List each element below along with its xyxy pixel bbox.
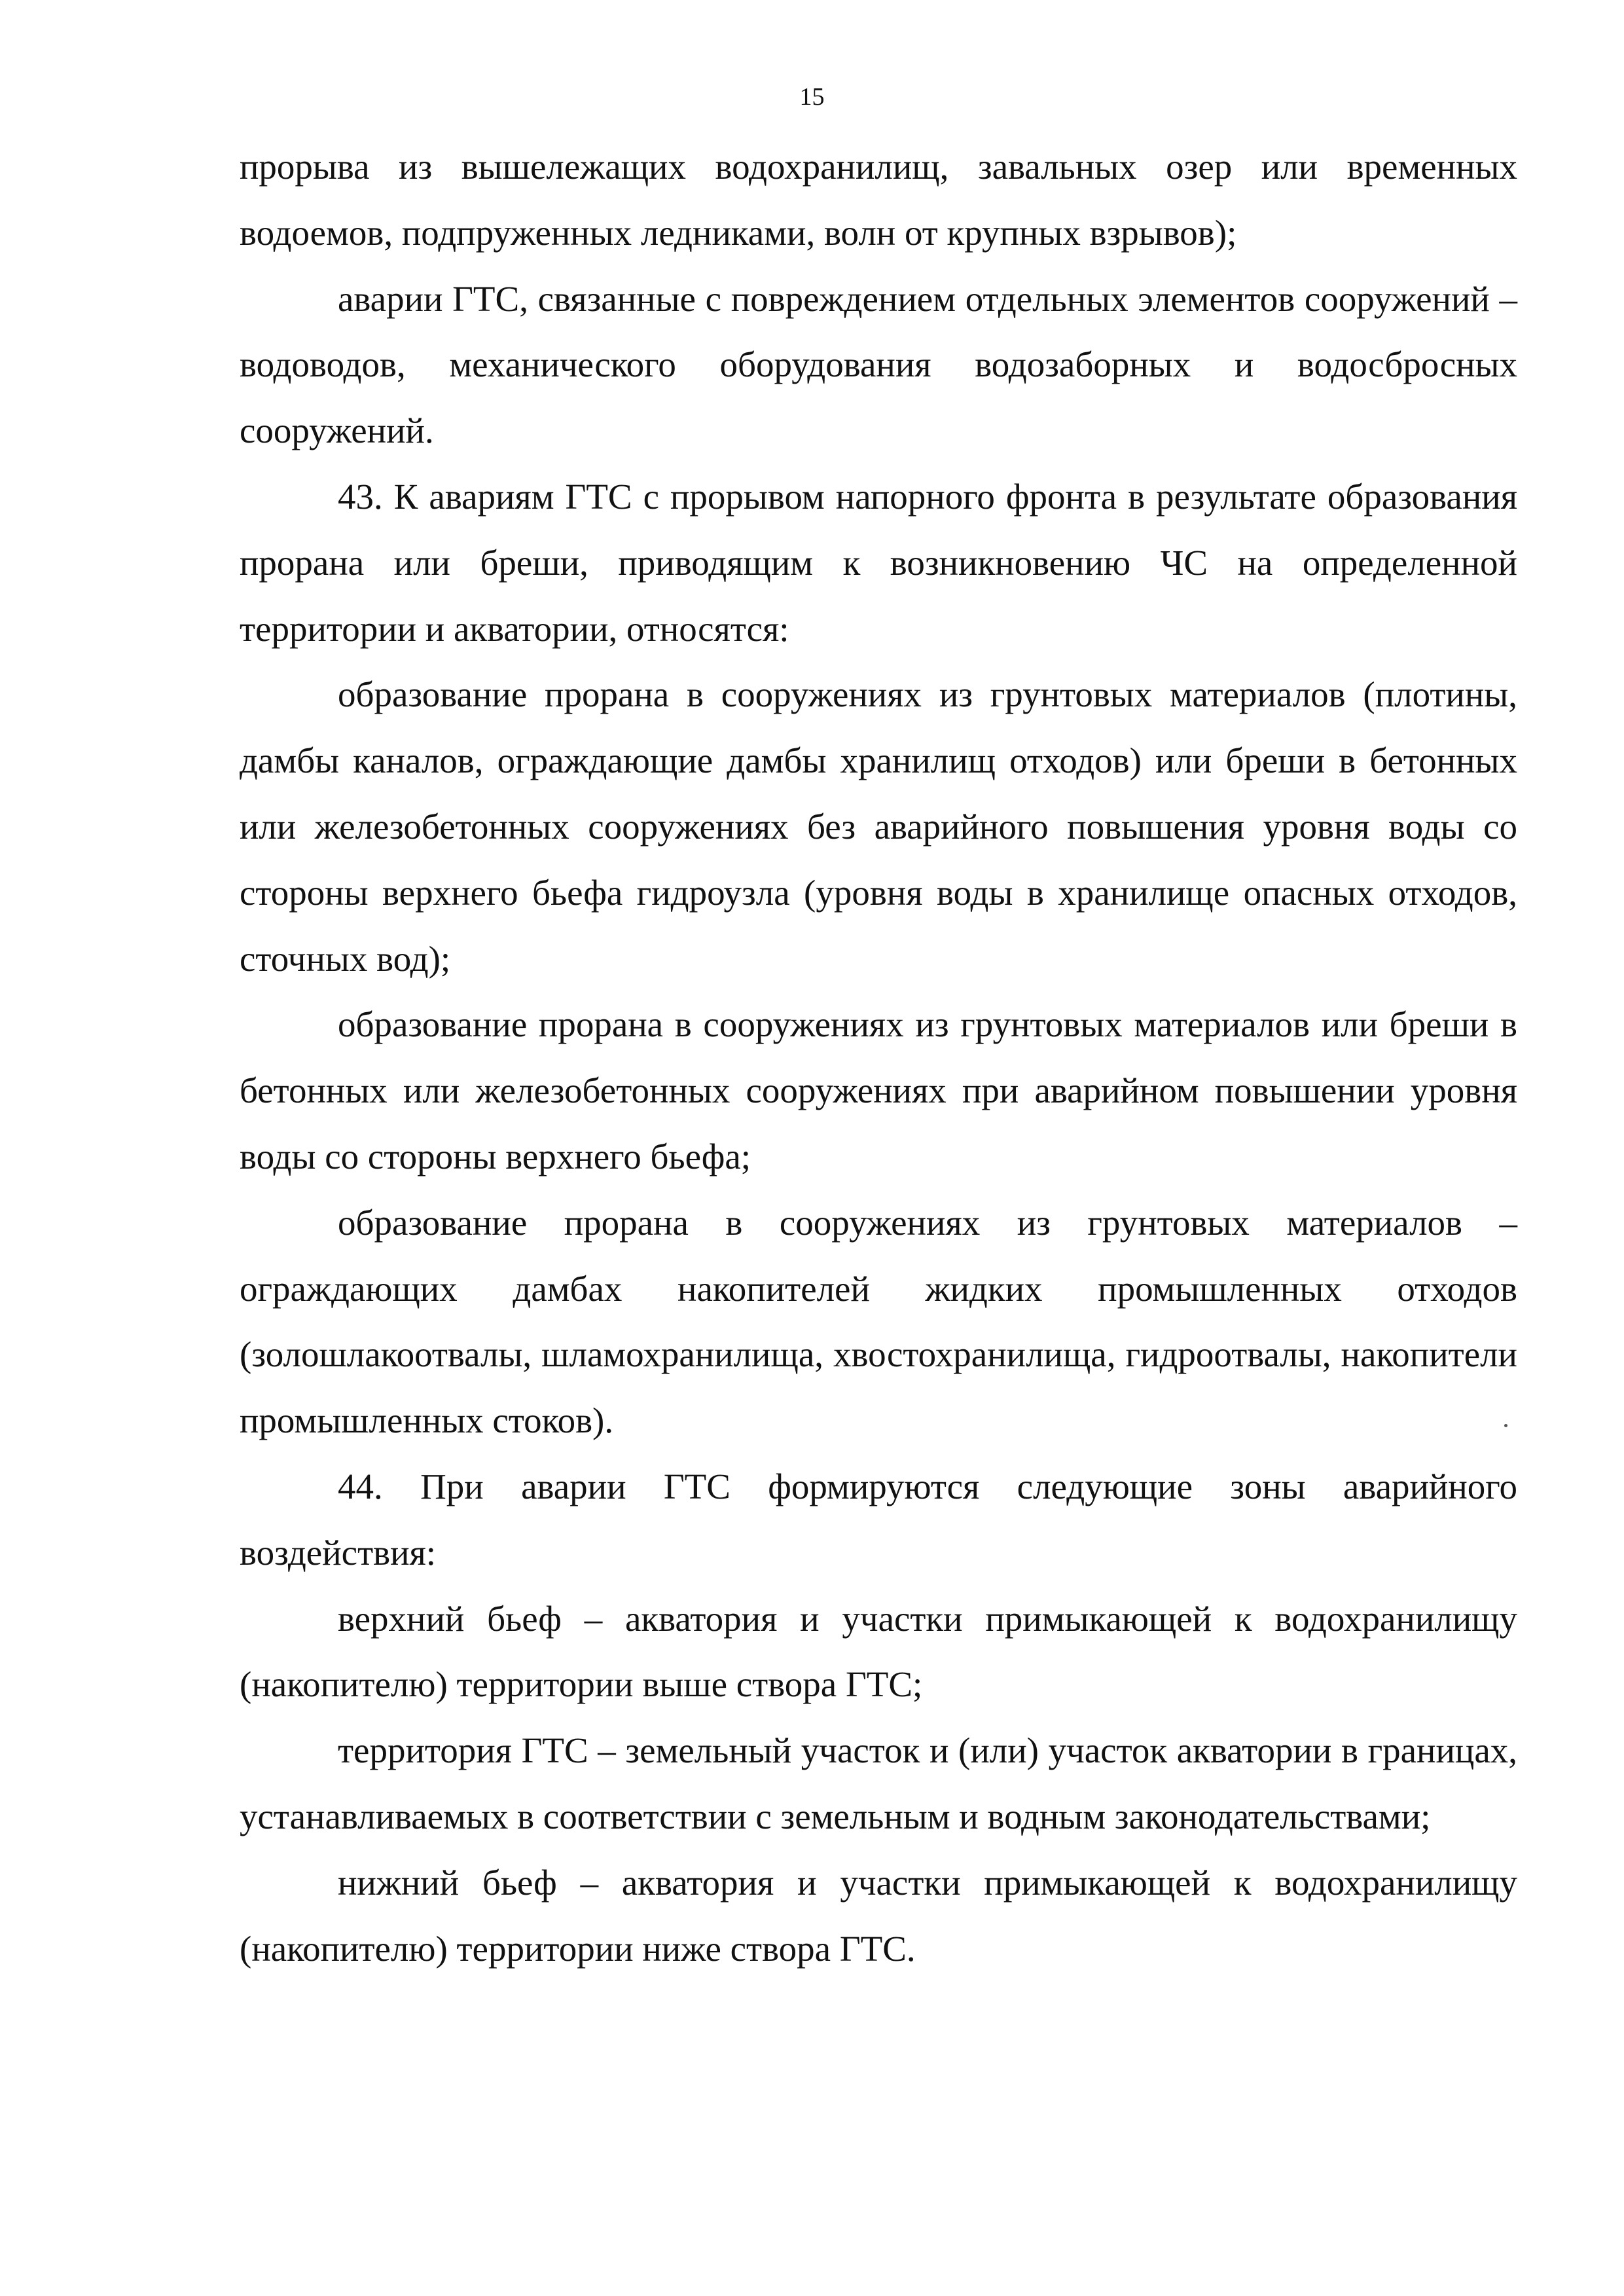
paragraph-breach-waste-dams: образование прорана в сооружениях из грунтовых материалов – ограждающих дамбах накопителей жидких промышленных отходов (золошлакоотвалы, шламохранилища, хвостохранилища, гидроотвалы, накопители промышленных стоков). [240, 1202, 1517, 1441]
scan-speck [1504, 1424, 1507, 1427]
paragraph-item-44: 44. При аварии ГТС формируются следующие зоны аварийного воздействия: [240, 1466, 1517, 1573]
paragraph-upstream-zone: верхний бьеф – акватория и участки примыкающей к водохранилищу (накопителю) территории выше створа ГТС; [240, 1598, 1517, 1705]
paragraph-breach-with-water-rise: образование прорана в сооружениях из грунтовых материалов или бреши в бетонных или железобетонных сооружениях при аварийном повышении уровня воды со стороны верхнего бьефа; [240, 1004, 1517, 1176]
paragraph-continuation: прорыва из вышележащих водохранилищ, завальных озер или временных водоемов, подпруженных ледниками, волн от крупных взрывов); [240, 147, 1517, 253]
document-body [240, 134, 1517, 1982]
paragraph-item-43: 43. К авариям ГТС с прорывом напорного фронта в результате образования прорана или бреши, приводящим к возникновению ЧС на определенной территории и акватории, относятся: [240, 476, 1517, 649]
page-number: 15 [799, 83, 825, 111]
paragraph-gts-territory-zone: территория ГТС – земельный участок и (или) участок акватории в границах, устанавливаемых в соответствии с земельным и водным законодательствами; [240, 1730, 1517, 1836]
paragraph-gts-element-damage: аварии ГТС, связанные с повреждением отдельных элементов сооружений – водоводов, механического оборудования водозаборных и водосбросных сооружений. [240, 278, 1517, 451]
paragraph-breach-without-water-rise: образование прорана в сооружениях из грунтовых материалов (плотины, дамбы каналов, ограждающие дамбы хранилищ отходов) или бреши в бетонных или железобетонных сооружениях без аварийного повышения уровня воды со стороны верхнего бьефа гидроузла (уровня воды в хранилище опасных отходов, сточных вод); [240, 674, 1517, 979]
paragraph-downstream-zone: нижний бьеф – акватория и участки примыкающей к водохранилищу (накопителю) территории ниже створа ГТС. [240, 1862, 1517, 1969]
